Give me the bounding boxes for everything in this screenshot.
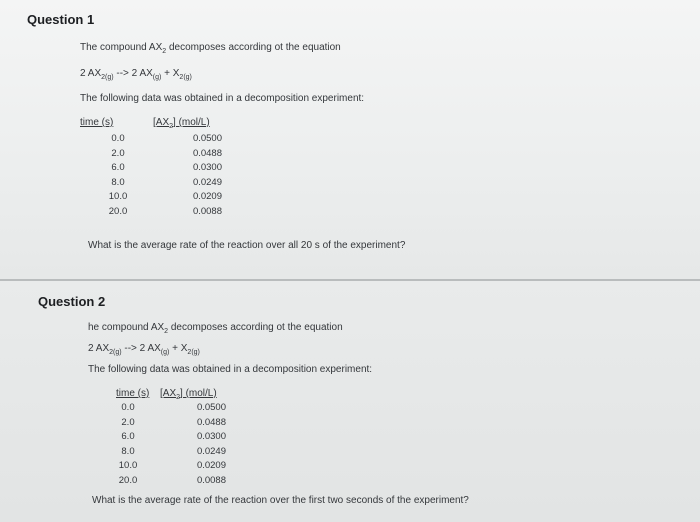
question-1-time-column xyxy=(104,132,132,219)
time-cell: 8.0 xyxy=(111,176,125,188)
concentration-cell: 0.0488 xyxy=(196,416,226,428)
concentration-cell: 0.0249 xyxy=(192,176,222,188)
time-cell: 6.0 xyxy=(121,431,135,442)
concentration-cell: 0.0088 xyxy=(192,205,222,217)
question-1-conc-header: $[AX_2]$ (mol/L) xyxy=(153,117,210,130)
question-1-conc-column xyxy=(182,132,222,219)
concentration-cell: 0.0209 xyxy=(196,460,226,471)
concentration-cell: 0.0209 xyxy=(192,191,222,202)
time-cell: 0.0 xyxy=(121,402,135,413)
concentration-cell: 0.0088 xyxy=(196,474,226,486)
question-2-time-header: time (s) xyxy=(116,388,150,399)
question-1-intro: The compound $AX_2$ decomposes according ot the equation xyxy=(80,42,341,55)
time-cell: 0.0 xyxy=(111,133,125,144)
time-cell: 6.0 xyxy=(111,162,125,173)
time-cell: 10.0 xyxy=(118,460,138,471)
concentration-cell: 0.0249 xyxy=(196,445,226,457)
concentration-cell: 0.0500 xyxy=(196,402,226,413)
question-2-prompt: What is the average rate of the reaction over the first two seconds of the experiment? xyxy=(92,495,469,506)
question-2-equation: 2 $AX_{2(g)}$ --> 2 $AX_{(g)} + X_{2(g)}$ xyxy=(88,343,200,356)
question-1-prompt: What is the average rate of the reaction over all 20 s of the experiment? xyxy=(88,240,406,251)
question-2-title: Question 2 xyxy=(38,294,106,309)
question-1-time-header: time (s) xyxy=(80,117,114,128)
concentration-cell: 0.0500 xyxy=(192,133,222,144)
question-2-time-column xyxy=(114,401,142,488)
time-cell: 20.0 xyxy=(108,205,128,217)
time-cell: 20.0 xyxy=(118,474,138,486)
concentration-cell: 0.0300 xyxy=(196,431,226,442)
concentration-cell: 0.0300 xyxy=(192,162,222,173)
time-cell: 8.0 xyxy=(121,445,135,457)
question-2-intro: he compound $AX_2$ decomposes according ot the equation xyxy=(88,322,343,335)
question-1-equation: 2 $AX_{2(g)}$ --> 2 $AX_{(g)} + X_{2(g)}$ xyxy=(80,68,192,81)
question-1-title: Question 1 xyxy=(27,12,95,27)
question-2-data-line: The following data was obtained in a decomposition experiment: xyxy=(88,364,373,375)
question-2-panel xyxy=(0,281,700,522)
time-cell: 2.0 xyxy=(121,416,135,428)
time-cell: 10.0 xyxy=(108,191,128,202)
time-cell: 2.0 xyxy=(111,147,125,159)
question-2-conc-header: $[AX_2]$ (mol/L) xyxy=(160,388,217,401)
question-1-data-line: The following data was obtained in a decomposition experiment: xyxy=(80,93,365,104)
concentration-cell: 0.0488 xyxy=(192,147,222,159)
question-2-conc-column xyxy=(186,401,226,488)
